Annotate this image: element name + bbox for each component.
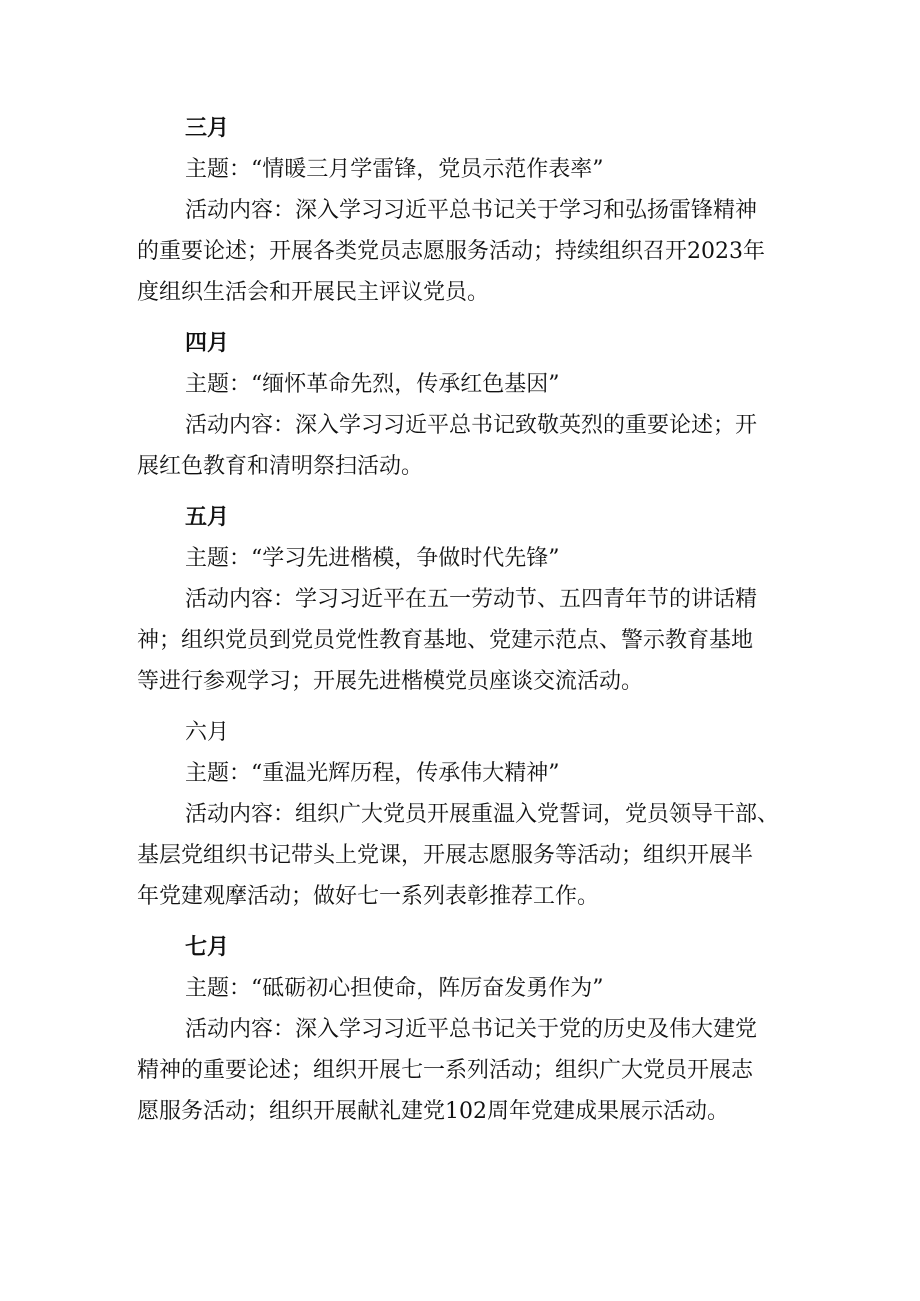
content-line: 精神的重要论述；组织开展七一系列活动；组织广大党员开展志 xyxy=(137,1058,754,1083)
content-line: 展红色教育和清明祭扫活动。 xyxy=(137,454,424,479)
theme-line: 主题：“缅怀革命先烈，传承红色基因” xyxy=(185,372,560,397)
theme-line: 主题：“砥砺初心担使命，阵厉奋发勇作为” xyxy=(185,976,604,1001)
content-line: 的重要论述；开展各类党员志愿服务活动；持续组织召开2023年 xyxy=(137,239,765,264)
content-line: 活动内容：深入学习习近平总书记关于学习和弘扬雷锋精神 xyxy=(185,198,758,223)
content-line: 活动内容：组织广大党员开展重温入党誓词，党员领导干部、 xyxy=(185,802,780,827)
content-line: 基层党组织书记带头上党课，开展志愿服务等活动；组织开展半 xyxy=(137,843,754,868)
month-heading: 五月 xyxy=(185,504,230,530)
content-line: 年党建观摩活动；做好七一系列表彰推荐工作。 xyxy=(137,884,600,909)
document-page xyxy=(137,108,792,1142)
content-line: 神；组织党员到党员党性教育基地、党建示范点、警示教育基地 xyxy=(137,628,754,653)
section-july xyxy=(137,927,792,1132)
section-march xyxy=(137,108,792,313)
theme-line: 主题：“学习先进楷模，争做时代先锋” xyxy=(185,546,560,571)
section-april xyxy=(137,323,792,487)
theme-line: 主题：“情暖三月学雷锋，党员示范作表率” xyxy=(185,157,604,182)
section-june xyxy=(137,712,792,917)
section-may xyxy=(137,497,792,702)
content-line: 度组织生活会和开展民主评议党员。 xyxy=(137,280,490,305)
month-heading: 六月 xyxy=(185,720,230,745)
month-heading: 七月 xyxy=(185,934,230,960)
content-line: 活动内容：深入学习习近平总书记关于党的历史及伟大建党 xyxy=(185,1017,758,1042)
content-line: 活动内容：学习习近平在五一劳动节、五四青年节的讲话精 xyxy=(185,587,758,612)
content-line: 等进行参观学习；开展先进楷模党员座谈交流活动。 xyxy=(137,669,644,694)
theme-line: 主题：“重温光辉历程，传承伟大精神” xyxy=(185,761,560,786)
month-heading: 三月 xyxy=(185,115,230,141)
month-heading: 四月 xyxy=(185,330,230,356)
content-line: 愿服务活动；组织开展献礼建党102周年党建成果展示活动。 xyxy=(137,1099,729,1124)
content-line: 活动内容：深入学习习近平总书记致敬英烈的重要论述；开 xyxy=(185,413,758,438)
